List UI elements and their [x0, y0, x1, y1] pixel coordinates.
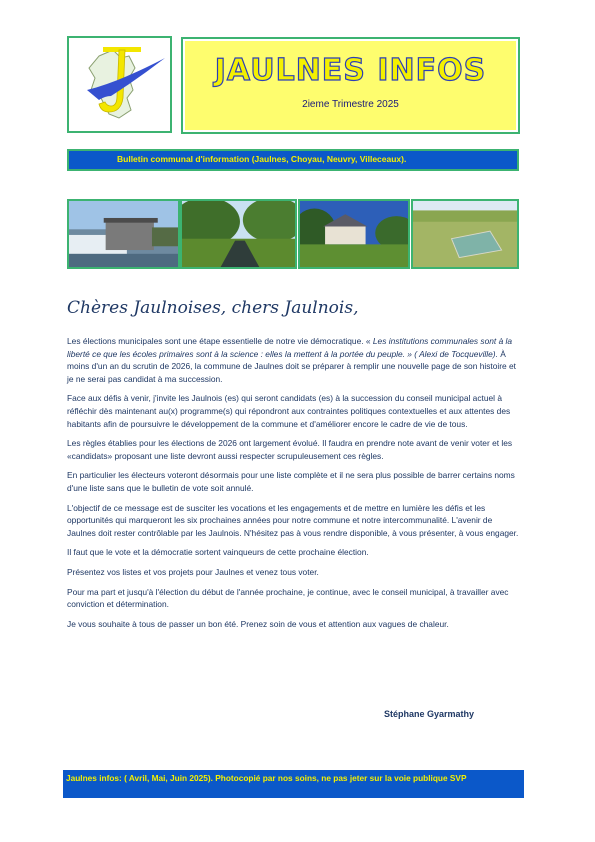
letter-paragraph: L'objectif de ce message est de susciter les vocations et les engagements et de mettre en lumière les défis et les opportunités qui marqueront les six prochaines années pour notre commune et notre intercommunalité. L'avenir de Jaulnes doit rester contrôlable par les Jaulnois. N'hésitez pas à vous rendre disponible, à vous présenter, à vous engager.: [67, 502, 519, 538]
signature: Stéphane Gyarmathy: [384, 709, 475, 719]
letter-paragraph: Face aux défis à venir, j'invite les Jaulnois (es) qui seront candidats (es) à la succession du conseil municipal actuel à réfléchir dès maintenant au(x) programme(s) qui répondront aux contraintes politiques contextuelles et aux attentes des habitants afin de poursuivre le développement de la commune et d'améliorer encore le cadre de vie de tous.: [67, 393, 511, 429]
letter-paragraph: Les règles établies pour les élections de 2026 ont largement évolué. Il faudra en prendre note avant de venir voter et les «candidats» proposant une liste devront aussi respecter scrupuleusement ces règles.: [67, 438, 513, 461]
letter-text: Les élections municipales sont une étape essentielle de notre vie démocratique. «: [67, 336, 373, 346]
letter-paragraph: Je vous souhaite à tous de passer un bon été. Prenez soin de vous et attention aux vagues de chaleur.: [67, 618, 449, 629]
mayor-letter: [67, 335, 519, 637]
weir-photo: [67, 199, 180, 269]
bulletin-text: Bulletin communal d'information (Jaulnes, Choyau, Neuvry, Villeceaux).: [117, 154, 407, 164]
footer-text: Jaulnes infos: ( Avril, Mai, Juin 2025). Photocopié par nos soins, ne pas jeter sur la voie publique SVP: [66, 773, 467, 783]
issue-label: 2ieme Trimestre 2025: [302, 99, 399, 110]
letter-paragraph: [67, 335, 519, 385]
letter-paragraph: Pour ma part et jusqu'à l'élection du début de l'année prochaine, je continue, avec le conseil municipal, à travailler avec conviction et détermination.: [67, 586, 509, 610]
greeting-heading: Chères Jaulnoises, chers Jaulnois,: [67, 298, 359, 318]
footer-banner: [63, 770, 524, 798]
newsletter-title: JAULNES INFOS: [214, 53, 487, 88]
letter-paragraph: Il faut que le vote et la démocratie sortent vainqueurs de cette prochaine élection.: [67, 547, 369, 558]
letter-text: À moins d'un an du scrutin de 2026, la commune de Jaulnes doit se préparer à remplir une nouvelle page de son histoire et je ne serai pas candidat à ma succession.: [67, 348, 517, 384]
chateau-photo: [298, 199, 410, 269]
bulletin-banner: [67, 149, 519, 171]
meadow-photo: [411, 199, 519, 269]
letter-paragraph: En particulier les électeurs voteront désormais pour une liste complète et il ne sera plus possible de barrer certains noms d'une liste sans que le bulletin de vote soit annulé.: [67, 470, 515, 493]
canal-photo: [180, 199, 297, 269]
tocqueville-quote: Les institutions communales sont à la liberté ce que les écoles primaires sont à la science : elles la mettent à la portée du peuple. » ( Alexi de Tocqueville).: [67, 336, 513, 359]
commune-logo: [67, 36, 172, 133]
letter-paragraph: Présentez vos listes et vos projets pour Jaulnes et venez tous voter.: [67, 566, 319, 577]
jaulnes-logo-icon: [69, 38, 170, 131]
masthead: [181, 37, 520, 134]
masthead-background: [185, 41, 516, 130]
